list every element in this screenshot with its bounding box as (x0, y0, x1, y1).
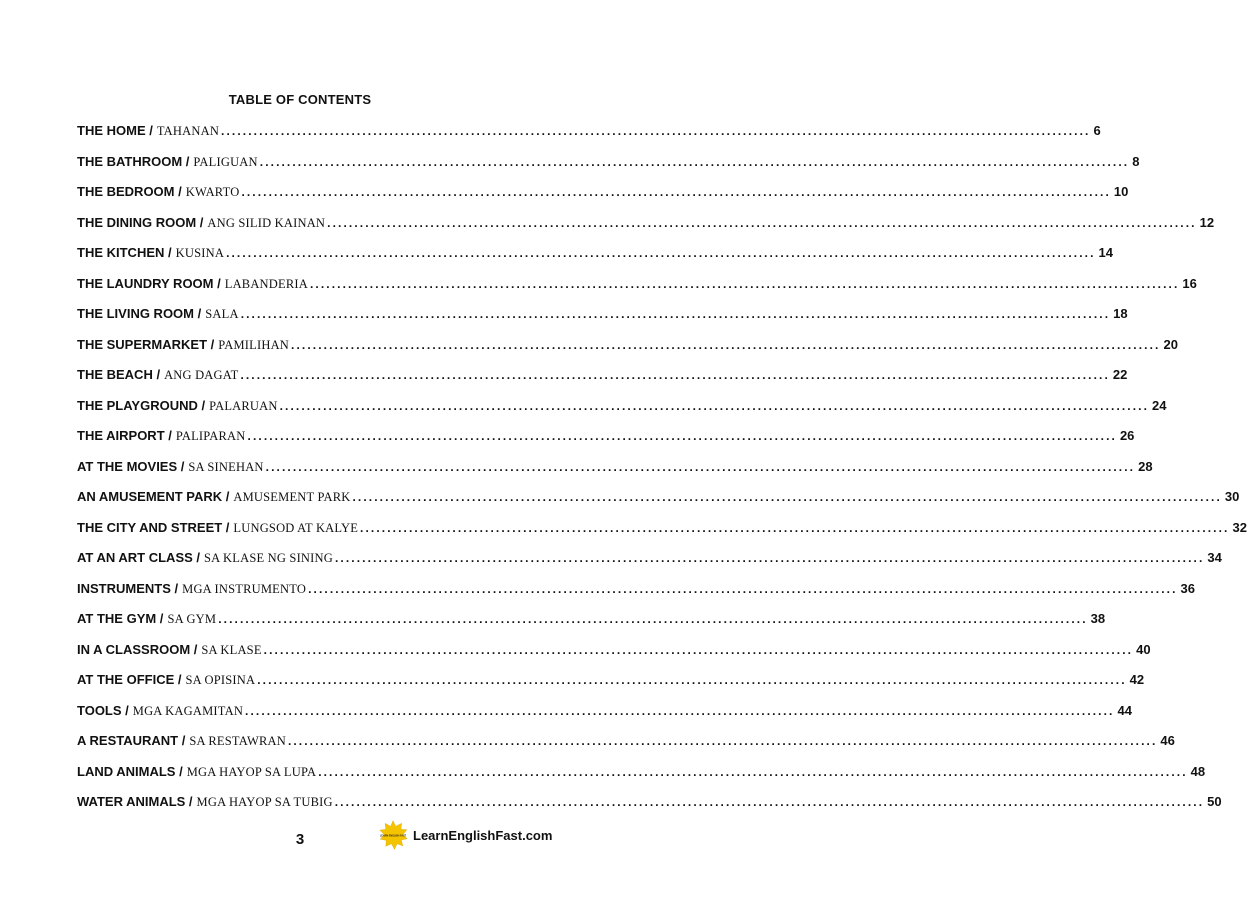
dot-leader: ................................................................................................................................................................ (318, 764, 1188, 779)
toc-entry-english: AT THE MOVIES / (77, 458, 185, 474)
toc-entry-english: THE LAUNDRY ROOM / (77, 275, 221, 291)
toc-entry (77, 426, 1135, 457)
toc-entry-tagalog: MGA HAYOP SA LUPA (186, 764, 317, 779)
toc-entry (77, 457, 1153, 488)
toc-entry-tagalog: ANG DAGAT (164, 368, 239, 382)
toc-entry-english: INSTRUMENTS / (77, 580, 179, 596)
toc-entry-page: 6 (1093, 123, 1101, 138)
toc-entry-tagalog: MGA HAYOP SA TUBIG (196, 795, 333, 809)
toc-entry (77, 152, 1140, 183)
toc-entry-page: 40 (1136, 641, 1151, 657)
toc-entry-page: 22 (1112, 367, 1128, 382)
toc-entry-page: 12 (1199, 214, 1215, 230)
toc-entry-english: AT AN ART CLASS / (77, 550, 201, 565)
toc-entry-tagalog: LABANDERIA (224, 276, 308, 291)
toc-entry-page: 20 (1163, 336, 1178, 352)
dot-leader: ................................................................................................................................................................ (257, 673, 1127, 687)
toc-entry-page: 34 (1207, 550, 1222, 565)
dot-leader: ................................................................................................................................................................ (279, 398, 1150, 413)
toc-entry-page: 28 (1138, 458, 1153, 474)
dot-leader: ................................................................................................................................................................ (241, 185, 1111, 199)
toc-entry (77, 396, 1167, 427)
toc-entry-tagalog: PALIGUAN (193, 154, 258, 169)
starburst-logo-icon (378, 820, 408, 850)
toc-entry-tagalog: SA SINEHAN (188, 459, 264, 474)
dot-leader: ................................................................................................................................................................ (291, 337, 1161, 352)
toc-entry (77, 121, 1101, 152)
table-of-contents (77, 121, 1247, 823)
toc-entry (77, 640, 1151, 671)
toc-entry-tagalog: SA KLASE (201, 642, 262, 657)
dot-leader: ................................................................................................................................................................ (247, 429, 1117, 443)
toc-entry-english: WATER ANIMALS / (77, 794, 193, 809)
toc-entry (77, 731, 1175, 762)
toc-entry (77, 518, 1247, 549)
toc-entry (77, 304, 1128, 335)
toc-entry-english: A RESTAURANT / (77, 733, 186, 748)
toc-entry-page: 44 (1117, 702, 1132, 718)
toc-entry (77, 701, 1132, 732)
toc-entry (77, 762, 1206, 793)
toc-entry-page: 8 (1132, 153, 1140, 169)
toc-entry-page: 18 (1113, 306, 1128, 321)
dot-leader: ................................................................................................................................................................ (309, 276, 1180, 291)
toc-entry-tagalog: KUSINA (175, 246, 225, 260)
toc-entry (77, 213, 1215, 244)
brand-name: LearnEnglishFast.com (413, 827, 553, 843)
toc-entry-tagalog: SA OPISINA (185, 673, 256, 687)
toc-entry-page: 30 (1224, 489, 1240, 504)
dot-leader: ................................................................................................................................................................ (334, 795, 1205, 809)
toc-entry (77, 487, 1240, 518)
toc-entry-english: THE CITY AND STREET / (77, 519, 230, 535)
toc-entry-english: THE KITCHEN / (77, 245, 172, 260)
toc-entry-tagalog: TAHANAN (156, 124, 220, 138)
toc-entry-english: THE SUPERMARKET / (77, 336, 215, 352)
toc-entry (77, 579, 1195, 610)
dot-leader: ................................................................................................................................................................ (263, 642, 1134, 657)
toc-entry-tagalog: KWARTO (185, 185, 240, 199)
toc-entry-tagalog: AMUSEMENT PARK (233, 490, 351, 504)
toc-entry-page: 50 (1207, 794, 1222, 809)
toc-entry-english: THE HOME / (77, 123, 153, 138)
logo-text: LEARN ENGLISH FAST (379, 834, 407, 838)
toc-entry-tagalog: MGA INSTRUMENTO (182, 581, 307, 596)
toc-entry-tagalog: SA RESTAWRAN (189, 734, 286, 748)
toc-entry (77, 365, 1128, 396)
toc-entry (77, 274, 1197, 305)
toc-entry-english: AT THE GYM / (77, 611, 164, 626)
toc-entry (77, 243, 1113, 274)
dot-leader: ................................................................................................................................................................ (226, 246, 1096, 260)
toc-entry-english: THE BEDROOM / (77, 184, 182, 199)
toc-entry-page: 48 (1190, 763, 1206, 779)
dot-leader: ................................................................................................................................................................ (240, 368, 1110, 382)
page-number: 3 (295, 831, 305, 848)
brand-footer (378, 820, 552, 850)
toc-entry (77, 609, 1106, 640)
toc-entry-page: 10 (1113, 184, 1129, 199)
dot-leader: ................................................................................................................................................................ (245, 703, 1115, 718)
toc-entry-tagalog: PALIPARAN (175, 429, 246, 443)
toc-entry-english: TOOLS / (77, 702, 129, 718)
toc-entry (77, 792, 1222, 823)
toc-entry-page: 32 (1232, 519, 1247, 535)
page-title: TABLE OF CONTENTS (228, 92, 372, 107)
toc-entry-page: 24 (1152, 397, 1167, 413)
toc-entry-page: 26 (1119, 428, 1135, 443)
toc-entry (77, 670, 1145, 701)
toc-entry-tagalog: SA KLASE NG SINING (204, 551, 333, 565)
toc-entry-tagalog: ANG SILID KAINAN (207, 215, 326, 230)
toc-entry (77, 548, 1222, 579)
toc-entry (77, 182, 1129, 213)
dot-leader: ................................................................................................................................................................ (308, 581, 1178, 596)
toc-entry-english: IN A CLASSROOM / (77, 641, 198, 657)
toc-entry-english: LAND ANIMALS / (77, 763, 183, 779)
dot-leader: ................................................................................................................................................................ (265, 459, 1136, 474)
toc-entry-page: 42 (1129, 672, 1145, 687)
dot-leader: ................................................................................................................................................................ (221, 124, 1091, 138)
dot-leader: ................................................................................................................................................................ (287, 734, 1158, 748)
toc-entry-english: THE AIRPORT / (77, 428, 172, 443)
toc-entry-english: THE BATHROOM / (77, 153, 190, 169)
toc-entry-english: AT THE OFFICE / (77, 672, 182, 687)
toc-entry-english: THE LIVING ROOM / (77, 306, 202, 321)
dot-leader: ................................................................................................................................................................ (327, 215, 1197, 230)
dot-leader: ................................................................................................................................................................ (352, 490, 1222, 504)
toc-entry-english: THE BEACH / (77, 367, 161, 382)
toc-entry-tagalog: PALARUAN (209, 398, 278, 413)
dot-leader: ................................................................................................................................................................ (360, 520, 1230, 535)
dot-leader: ................................................................................................................................................................ (218, 612, 1088, 626)
toc-entry-tagalog: MGA KAGAMITAN (132, 703, 244, 718)
dot-leader: ................................................................................................................................................................ (240, 307, 1111, 321)
toc-entry-tagalog: SALA (205, 307, 239, 321)
toc-entry-tagalog: PAMILIHAN (218, 337, 290, 352)
toc-entry-page: 46 (1160, 733, 1175, 748)
toc-entry-tagalog: LUNGSOD AT KALYE (233, 520, 359, 535)
toc-entry-page: 38 (1090, 611, 1106, 626)
dot-leader: ................................................................................................................................................................ (334, 551, 1205, 565)
toc-entry-page: 14 (1098, 245, 1113, 260)
toc-entry-page: 16 (1182, 275, 1197, 291)
dot-leader: ................................................................................................................................................................ (259, 154, 1130, 169)
toc-entry-tagalog: SA GYM (167, 612, 217, 626)
toc-entry-page: 36 (1180, 580, 1195, 596)
toc-entry-english: AN AMUSEMENT PARK / (77, 489, 230, 504)
toc-entry (77, 335, 1178, 366)
toc-entry-english: THE DINING ROOM / (77, 214, 204, 230)
toc-entry-english: THE PLAYGROUND / (77, 397, 206, 413)
